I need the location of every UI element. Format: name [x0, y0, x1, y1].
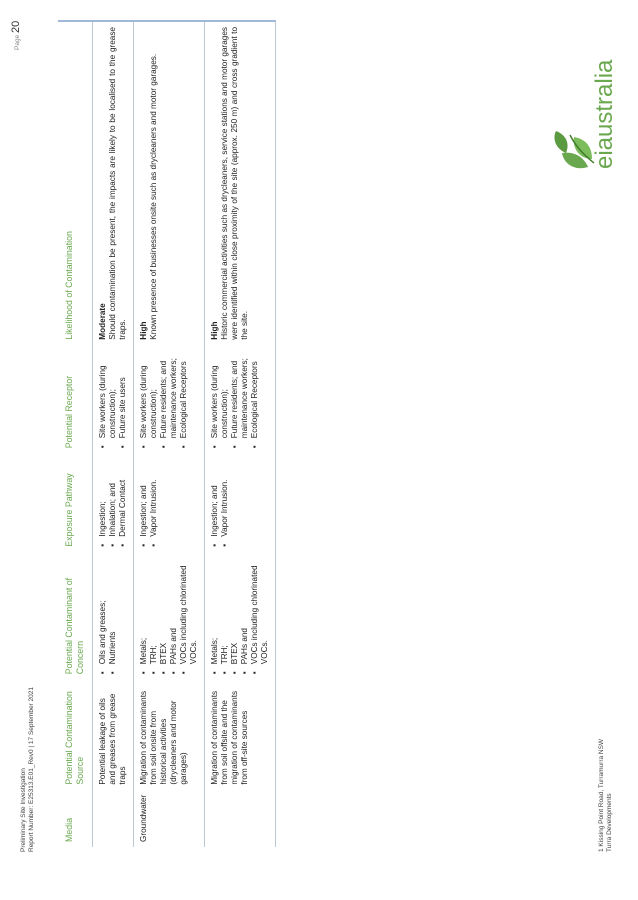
- likelihood-cell: [93, 21, 134, 345]
- contamination-table: [58, 20, 276, 847]
- company-logo: [548, 23, 618, 173]
- receptor-list: [139, 350, 189, 449]
- list-item: ▪ Future residents; and maintenance workers;: [159, 350, 179, 449]
- list-item: ▪ TRH;: [220, 557, 230, 675]
- doc-title: Preliminary Site Investigation: [20, 768, 27, 852]
- page-number: [10, 21, 22, 50]
- list-item: ▪ Future residents; and maintenance workers;: [230, 350, 250, 449]
- pathway-list: [139, 458, 159, 547]
- list-item: ▪ Nutrients: [108, 557, 118, 675]
- list-item: ▪ BTEX: [230, 557, 240, 675]
- table-row: [93, 21, 134, 847]
- column-header: Potential Receptor: [58, 345, 93, 454]
- column-header: Exposure Pathway: [58, 453, 93, 552]
- list-item: ▪ Vapor Intrusion.: [220, 458, 230, 547]
- list-item: ▪ Vapor Intrusion.: [149, 458, 159, 547]
- receptor-list: [98, 350, 128, 449]
- receptor-cell: [93, 345, 134, 454]
- column-header: Likelihood of Contamination: [58, 21, 93, 345]
- list-item: ▪ BTEX: [159, 557, 169, 675]
- page-header: [20, 687, 36, 852]
- receptor-cell: [205, 345, 276, 454]
- list-item: ▪ Ingestion;: [98, 458, 108, 547]
- contaminant-list: [139, 557, 199, 675]
- contaminants-cell: [134, 552, 205, 680]
- likelihood-description: Known presence of businesses onsite such as drycleaners and motor garages.: [149, 53, 158, 340]
- list-item: ▪ Ingestion; and: [210, 458, 220, 547]
- contaminants-cell: [205, 552, 276, 680]
- likelihood-level: Moderate: [98, 303, 107, 340]
- media-cell: Groundwater: [134, 790, 205, 847]
- column-header: Potential Contamination Source: [58, 679, 93, 789]
- pathway-list: [98, 458, 128, 547]
- list-item: ▪ VOCs including chlorinated VOCs.: [179, 557, 199, 675]
- pathway-cell: [93, 453, 134, 552]
- list-item: ▪ Oils and greases;: [98, 557, 108, 675]
- table-body: [93, 21, 276, 847]
- site-address: 1 Kissing Point Road, Turramurra NSW: [598, 738, 605, 852]
- media-cell: [205, 790, 276, 847]
- list-item: ▪ TRH;: [149, 557, 159, 675]
- list-item: ▪ Site workers (during construction);: [210, 350, 230, 449]
- source-cell: Migration of contaminants from soil onsite from historical activities (drycleaners and motor garages): [134, 679, 205, 789]
- list-item: ▪ PAHs and: [240, 557, 250, 675]
- contaminant-list: [98, 557, 118, 675]
- likelihood-cell: [205, 21, 276, 345]
- list-item: ▪ Site workers (during construction);: [139, 350, 159, 449]
- media-cell: [93, 790, 134, 847]
- list-item: ▪ Inhalation; and: [108, 458, 118, 547]
- list-item: ▪ Future site users: [118, 350, 128, 449]
- leaf-icon: [554, 131, 594, 168]
- list-item: ▪ PAHs and: [169, 557, 179, 675]
- page-footer: [598, 739, 614, 852]
- receptor-cell: [134, 345, 205, 454]
- page-number-value: 20: [10, 20, 22, 33]
- table-row: [205, 21, 276, 847]
- contaminant-list: [210, 557, 270, 675]
- column-header: Media: [58, 790, 93, 847]
- list-item: ▪ Site workers (during construction);: [98, 350, 118, 449]
- list-item: ▪ Metals;: [210, 557, 220, 675]
- likelihood-description: Should contamination be present, the impacts are likely to be localised to the grease traps.: [108, 27, 127, 340]
- receptor-list: [210, 350, 260, 449]
- likelihood-description: Historic commercial activities such as drycleaners, service stations and motor garages were identified within close proximity of the site (approx. 250 m) and cross gradient to the site.: [220, 27, 249, 340]
- list-item: ▪ Ingestion; and: [139, 458, 149, 547]
- contaminants-cell: [93, 552, 134, 680]
- list-item: ▪ VOCs including chlorinated VOCs.: [250, 557, 270, 675]
- pathway-list: [210, 458, 230, 547]
- source-cell: Potential leakage of oils and greases from grease traps: [93, 679, 134, 789]
- list-item: ▪ Ecological Receptors: [250, 350, 260, 449]
- likelihood-cell: [134, 21, 205, 345]
- table-row: [134, 21, 205, 847]
- likelihood-level: High: [139, 321, 148, 340]
- column-header: Potential Contaminant of Concern: [58, 552, 93, 680]
- report-reference: Report Number: E25313.E01_Rev0 | 17 September 2021: [28, 686, 35, 852]
- likelihood-level: High: [210, 321, 219, 340]
- page-label: Page: [14, 34, 21, 50]
- source-cell: Migration of contaminants from soil offsite and the migration of contaminants from off-site sources: [205, 679, 276, 789]
- logo-text: eiaustralia: [591, 59, 618, 169]
- table-header-row: [58, 21, 93, 847]
- client-name: Turra Developments: [606, 793, 613, 852]
- list-item: ▪ Metals;: [139, 557, 149, 675]
- list-item: ▪ Dermal Contact: [118, 458, 128, 547]
- pathway-cell: [134, 453, 205, 552]
- pathway-cell: [205, 453, 276, 552]
- list-item: ▪ Ecological Receptors: [179, 350, 189, 449]
